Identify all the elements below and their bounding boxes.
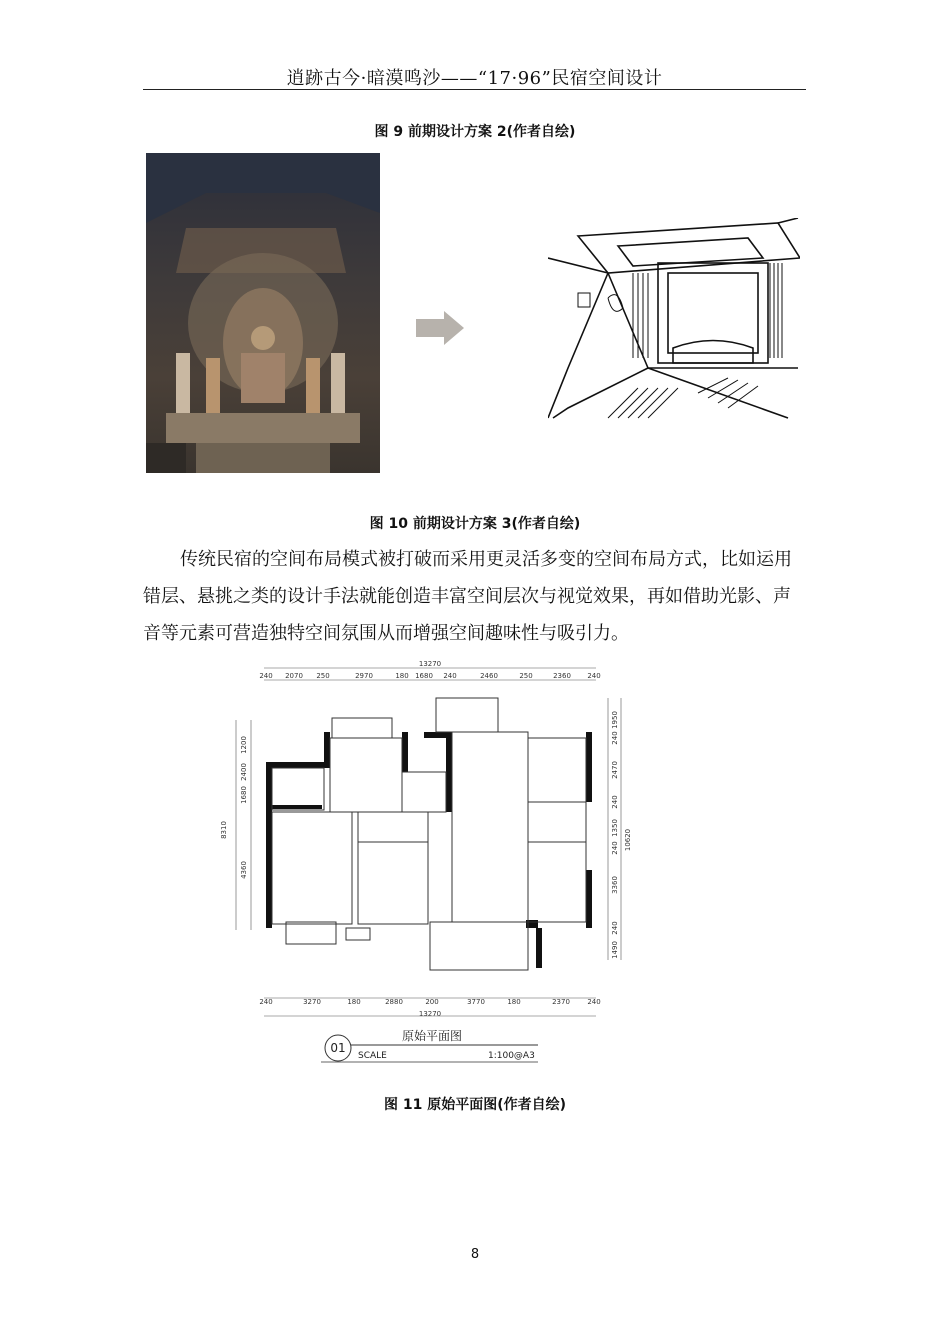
plan-top-dim: 240 <box>587 672 601 680</box>
plan-top-dim: 2070 <box>285 672 303 680</box>
plan-right-dim: 240 <box>611 841 619 855</box>
plan-top-dim: 2460 <box>480 672 498 680</box>
plan-top-dim: 1680 <box>415 672 433 680</box>
plan-right-dim: 1950 <box>611 711 619 729</box>
figure-10-caption: 图 10 前期设计方案 3(作者自绘) <box>369 516 581 532</box>
arrow-right-icon <box>416 311 466 345</box>
plan-bottom-dim: 240 <box>587 998 601 1006</box>
figure-11-caption: 图 11 原始平面图(作者自绘) <box>383 1097 567 1113</box>
plan-bottom-dim: 2370 <box>552 998 570 1006</box>
plan-bottom-dim: 180 <box>347 998 361 1006</box>
plan-right-dim: 240 <box>611 731 619 745</box>
plan-left-total: 8310 <box>220 821 228 839</box>
plan-right-dim: 3360 <box>611 876 619 894</box>
running-header: 逍跡古今·暗漠鸣沙——“17·96”民宿空间设计 <box>286 68 663 89</box>
plan-right-dim: 240 <box>611 921 619 935</box>
plan-bottom-dim: 240 <box>259 998 273 1006</box>
plan-scale-label: SCALE <box>358 1051 387 1061</box>
plan-title-number: 01 <box>330 1041 346 1055</box>
plan-top-dim: 250 <box>519 672 533 680</box>
cave-statue-photo <box>146 153 380 473</box>
plan-top-dim: 180 <box>395 672 409 680</box>
plan-bottom-dim: 3270 <box>303 998 321 1006</box>
header-rule <box>143 89 806 90</box>
plan-bottom-total: 13270 <box>418 1010 442 1018</box>
plan-top-total: 13270 <box>418 660 442 668</box>
plan-bottom-dim: 180 <box>507 998 521 1006</box>
plan-scale-value: 1:100@A3 <box>488 1051 535 1061</box>
plan-top-dim: 240 <box>443 672 457 680</box>
plan-right-dim: 1350 <box>611 819 619 837</box>
plan-left-dim: 1200 <box>240 736 248 754</box>
plan-right-dim: 1490 <box>611 941 619 959</box>
page-number: 8 <box>470 1247 480 1262</box>
plan-right-total: 10620 <box>624 828 632 852</box>
plan-title: 原始平面图 <box>402 1029 463 1043</box>
plan-bottom-dim: 200 <box>425 998 439 1006</box>
figure-9-caption: 图 9 前期设计方案 2(作者自绘) <box>374 124 576 140</box>
interior-sketch <box>548 218 800 428</box>
plan-bottom-dim: 3770 <box>467 998 485 1006</box>
body-paragraph: 传统民宿的空间布局模式被打破而采用更灵活多变的空间布局方式，比如运用错层、悬挑之类的设计手法就能创造丰富空间层次与视觉效果，再如借助光影、声音等元素可营造独特空间氛围从而增强空间趣味性与吸引力。 <box>143 549 792 644</box>
original-floor-plan <box>216 660 636 1070</box>
plan-top-dim: 250 <box>316 672 330 680</box>
plan-right-dim: 2470 <box>611 761 619 779</box>
plan-top-dim: 2970 <box>355 672 373 680</box>
plan-left-dim: 2400 <box>240 763 248 781</box>
plan-right-dim: 240 <box>611 795 619 809</box>
plan-top-dim: 2360 <box>553 672 571 680</box>
plan-left-dim: 1680 <box>240 786 248 804</box>
plan-bottom-dim: 2880 <box>385 998 403 1006</box>
plan-left-dim: 4360 <box>240 861 248 879</box>
plan-top-dim: 240 <box>259 672 273 680</box>
